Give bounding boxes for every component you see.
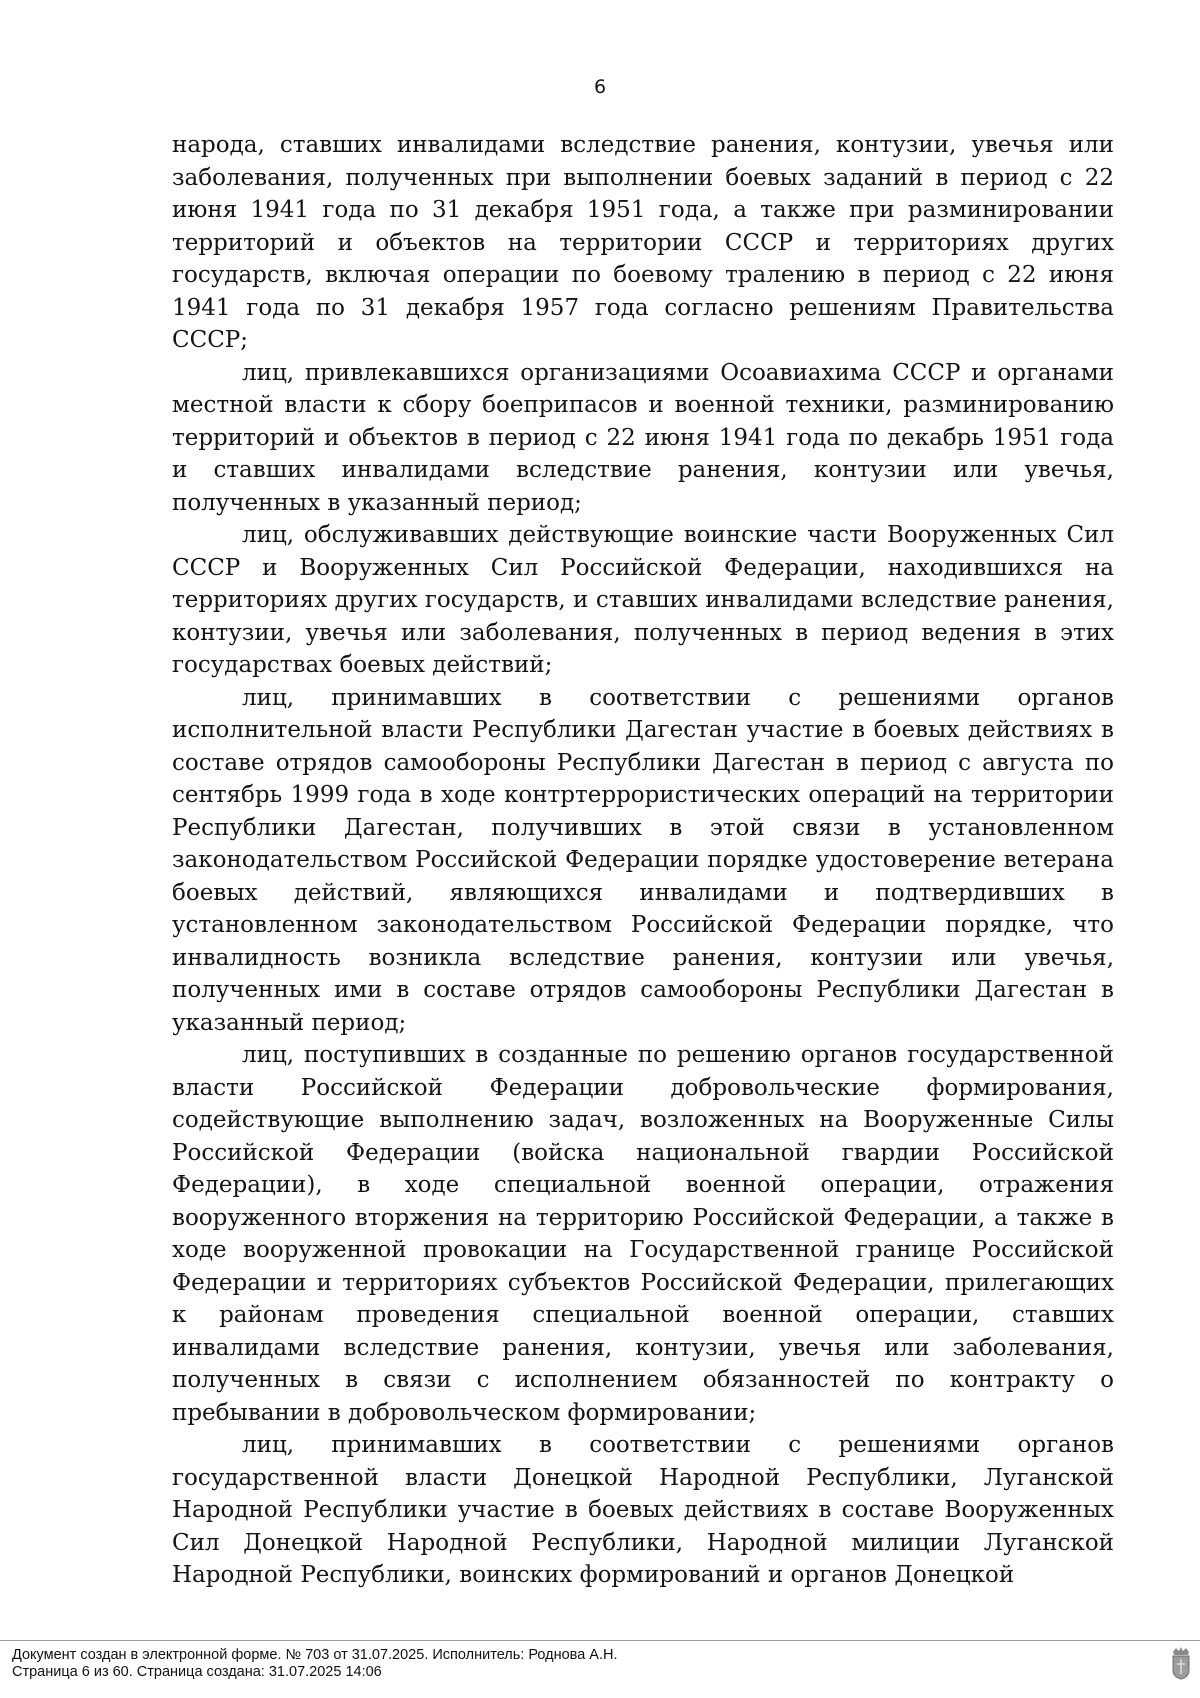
paragraph-2: лиц, привлекавшихся организациями Осоавиахима СССР и органами местной власти к сбору боеприпасов и военной техники, разминированию территорий и объектов в период с 22 июня 1941 года по декабрь 1951 года и ставших инвалидами вследствие ранения, контузии или увечья, полученных в указанный период; [172,359,1114,516]
page-number: 6 [593,76,607,98]
paragraph-5: лиц, поступивших в созданные по решению органов государственной власти Российской Федерации добровольческие формирования, содействующие выполнению задач, возложенных на Вооруженные Силы Российской Федерации (войска национальной гвардии Российской Федерации), в ходе специальной военной операции, отражения вооруженного вторжения на территорию Российской Федерации, а также в ходе вооруженной провокации на Государственной границе Российской Федерации и территориях субъектов Российской Федерации, прилегающих к районам проведения специальной военной операции, ставших инвалидами вследствие ранения, контузии, увечья или заболевания, полученных в связи с исполнением обязанностей по контракту о пребывании в добровольческом формировании; [172,1042,1114,1426]
footer-line-2: Страница 6 из 60. Страница создана: 31.07.2025 14:06 [12,1663,382,1680]
coat-of-arms-icon [1170,1646,1192,1680]
paragraph-6: лиц, принимавших в соответствии с решениями органов государственной власти Донецкой Народной Республики, Луганской Народной Республики участие в боевых действиях в составе Вооруженных Сил Донецкой Народной Республики, Народной милиции Луганской Народной Республики, воинских формирований и органов Донецкой [172,1432,1114,1588]
footer-line-1: Документ создан в электронной форме. № 703 от 31.07.2025. Исполнитель: Роднова А.Н. [12,1647,618,1663]
paragraph-4: лиц, принимавших в соответствии с решениями органов исполнительной власти Республики Дагестан участие в боевых действиях в составе отрядов самообороны Республики Дагестан в период с августа по сентябрь 1999 года в ходе контртеррористических операций на территории Республики Дагестан, получивших в этой связи в установленном законодательством Российской Федерации порядке удостоверение ветерана боевых действий, являющихся инвалидами и подтвердивших в установленном законодательством Российской Федерации порядке, что инвалидность возникла вследствие ранения, контузии или увечья, полученных ими в составе отрядов самообороны Республики Дагестан в указанный период; [172,684,1114,1036]
document-body [172,129,1114,1592]
paragraph-3: лиц, обслуживавших действующие воинские части Вооруженных Сил СССР и Вооруженных Сил Российской Федерации, находившихся на территориях других государств, и ставших инвалидами вследствие ранения, контузии, увечья или заболевания, полученных в период ведения в этих государствах боевых действий; [172,522,1114,678]
footer-divider [0,1640,1200,1641]
footer [12,1647,618,1680]
paragraph-1: народа, ставших инвалидами вследствие ранения, контузии, увечья или заболевания, полученных при выполнении боевых заданий в период с 22 июня 1941 года по 31 декабря 1951 года, а также при разминировании территорий и объектов на территории СССР и территориях других государств, включая операции по боевому тралению в период с 22 июня 1941 года по 31 декабря 1957 года согласно решениям Правительства СССР; [172,132,1114,353]
